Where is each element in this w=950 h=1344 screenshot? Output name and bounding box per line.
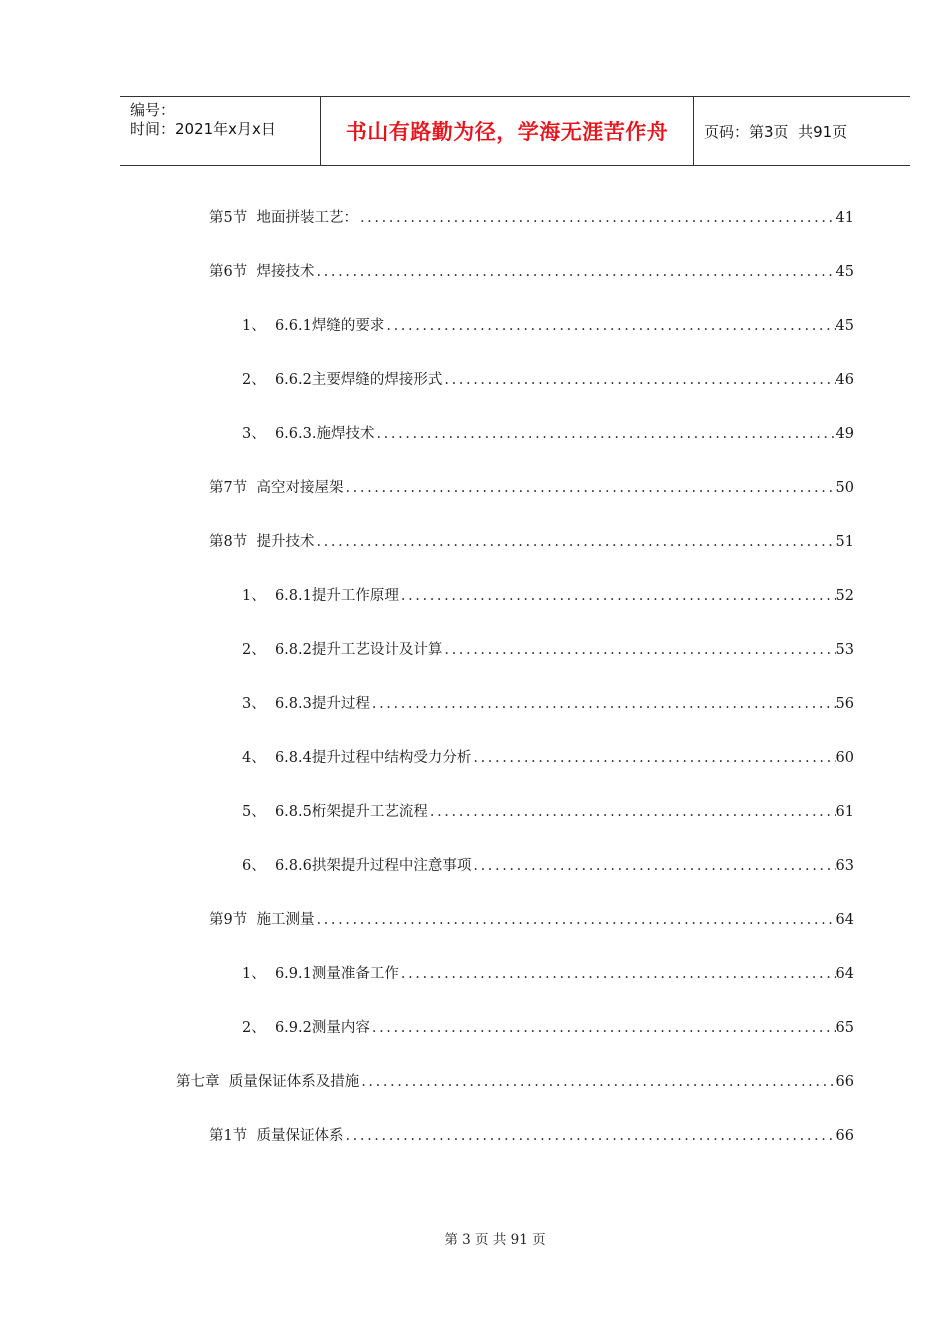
toc-entry[interactable] [209,909,854,931]
toc-entry[interactable] [242,963,854,985]
toc-entry[interactable] [209,477,854,499]
toc-dot-leader [314,261,835,283]
toc-entry-number: 5、 [242,804,275,820]
toc-entry-page: 41 [835,210,854,226]
toc-dot-leader [370,1017,836,1039]
toc-dot-leader [428,801,836,823]
page-header [120,96,910,166]
page-code: 页码：第3页 共91页 [704,122,848,141]
toc-entry[interactable] [242,855,854,877]
toc-entry-page: 53 [835,642,854,658]
toc-entry-number: 2、 [242,372,275,388]
toc-entry-page: 51 [835,534,854,550]
header-motto-cell [321,97,694,165]
toc-entry-page: 64 [835,966,854,982]
toc-entry-title: 6.6.1焊缝的要求 [274,318,385,334]
toc-entry-number: 第1节 [209,1128,257,1144]
toc-entry[interactable] [209,261,854,283]
toc-entry-number: 第7节 [209,480,257,496]
toc-dot-leader [471,747,835,769]
toc-entry-page: 45 [835,318,854,334]
motto-text: 书山有路勤为径，学海无涯苦作舟 [345,120,669,144]
toc-entry[interactable] [176,1071,854,1093]
toc-entry-number: 6、 [242,858,275,874]
toc-entry-page: 49 [835,426,854,442]
header-meta-cell [120,97,321,165]
page-footer: 第 3 页 共 91 页 [444,1232,546,1248]
toc-entry-title: 6.8.3提升过程 [274,696,370,712]
toc-entry[interactable] [242,585,854,607]
toc-entry-page: 45 [835,264,854,280]
toc-entry-title: 6.9.1测量准备工作 [274,966,399,982]
time-label: 时间：2021年x月x日 [130,120,276,138]
toc-dot-leader [314,531,835,553]
toc-dot-leader [399,585,836,607]
toc-entry-page: 61 [835,804,854,820]
toc-dot-leader [358,207,836,229]
toc-entry-title: 6.8.1提升工作原理 [274,588,399,604]
toc-dot-leader [343,477,835,499]
toc-entry-page: 56 [835,696,854,712]
toc-entry-title: 6.8.6拱架提升过程中注意事项 [274,858,472,874]
toc-entry[interactable] [242,639,854,661]
toc-entry-title: 6.8.4提升过程中结构受力分析 [274,750,472,766]
toc-entry[interactable] [242,1017,854,1039]
toc-entry-title: 6.6.2主要焊缝的焊接形式 [274,372,443,388]
toc-entry-number: 第七章 [176,1074,229,1090]
number-label: 编号： [130,101,176,119]
toc-entry[interactable] [209,1125,854,1147]
toc-entry-page: 63 [835,858,854,874]
toc-entry-number: 2、 [242,642,275,658]
toc-entry[interactable] [209,207,854,229]
toc-dot-leader [399,963,836,985]
toc-entry-number: 第5节 [209,210,257,226]
toc-entry-number: 1、 [242,966,275,982]
toc-entry-title: 6.8.2提升工艺设计及计算 [274,642,443,658]
toc-entry-page: 65 [835,1020,854,1036]
toc-entry-number: 第8节 [209,534,257,550]
toc-entry-page: 66 [835,1128,854,1144]
toc-dot-leader [370,693,836,715]
toc-entry-title: 质量保证体系 [256,1128,344,1144]
toc-entry-number: 2、 [242,1020,275,1036]
toc-entry-number: 3、 [242,426,275,442]
toc-entry-title: 焊接技术 [256,264,315,280]
toc-dot-leader [442,369,835,391]
toc-entry-title: 地面拼装工艺： [256,210,358,226]
toc-entry-page: 66 [835,1074,854,1090]
toc-dot-leader [471,855,835,877]
toc-entry-page: 52 [835,588,854,604]
toc-entry[interactable] [242,747,854,769]
toc-dot-leader [442,639,835,661]
toc-entry[interactable] [242,315,854,337]
toc-dot-leader [359,1071,835,1093]
toc-entry-page: 64 [835,912,854,928]
toc-entry-page: 46 [835,372,854,388]
toc-entry-number: 4、 [242,750,275,766]
toc-entry-title: 质量保证体系及措施 [228,1074,360,1090]
header-page-cell [694,97,910,165]
toc-dot-leader [384,315,835,337]
toc-entry[interactable] [209,531,854,553]
toc-entry-title: 提升技术 [256,534,315,550]
toc-entry-title: 高空对接屋架 [256,480,344,496]
toc-entry[interactable] [242,801,854,823]
toc-entry[interactable] [242,423,854,445]
toc-entry-page: 50 [835,480,854,496]
toc-entry-title: 6.9.2测量内容 [274,1020,370,1036]
toc-entry-number: 3、 [242,696,275,712]
toc-dot-leader [314,909,835,931]
toc-dot-leader [343,1125,835,1147]
toc-entry-page: 60 [835,750,854,766]
toc-entry-title: 6.6.3.施焊技术 [274,426,375,442]
toc-entry-number: 1、 [242,588,275,604]
toc-entry-number: 1、 [242,318,275,334]
toc-entry[interactable] [242,369,854,391]
toc-entry-number: 第6节 [209,264,257,280]
toc-entry-title: 施工测量 [256,912,315,928]
toc-entry-title: 6.8.5桁架提升工艺流程 [274,804,428,820]
toc-dot-leader [374,423,835,445]
toc-entry-number: 第9节 [209,912,257,928]
toc-entry[interactable] [242,693,854,715]
